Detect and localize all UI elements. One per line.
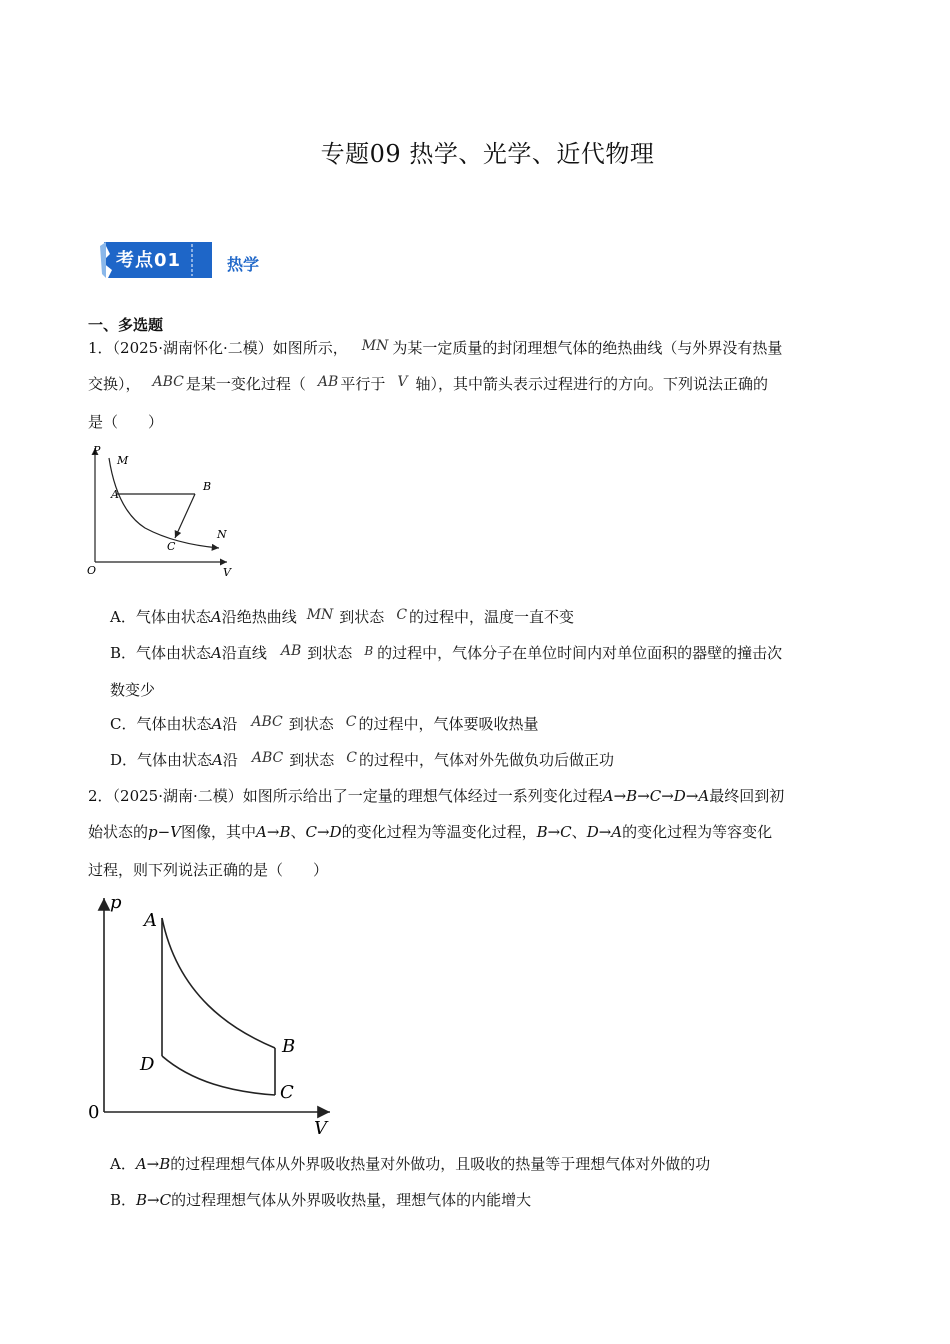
q1-option-b[interactable]: B．气体由状态A沿直线 AB 到状态 $^B$ 的过程中，气体分子在单位时间内对单位面积的器壁的撞击次 (110, 643, 783, 662)
q1-label-n: N (217, 528, 227, 541)
q2-label-v: V (314, 1118, 327, 1139)
topic-title: 热学 (227, 255, 260, 274)
q2-option-b[interactable]: B．B→C的过程理想气体从外界吸收热量，理想气体的内能增大 (110, 1191, 532, 1209)
q2-line-1: 2．（2025·湖南·二模）如图所示给出了一定量的理想气体经过一系列变化过程A→B→C→D→A最终回到初 (88, 787, 785, 805)
topic-badge (100, 240, 216, 280)
q2-label-origin: 0 (88, 1102, 100, 1123)
q1-line-2: 交换）， ABC 是某一变化过程（ AB 平行于 V 轴），其中箭头表示过程进行的方向。下列说法正确的 (88, 374, 768, 393)
q1-adiabat-mn (109, 458, 219, 548)
q1-option-b-cont: 数变少 (110, 681, 156, 699)
q2-label-a: A (144, 910, 157, 931)
q2-label-d: D (140, 1054, 155, 1075)
q1-label-m: M (117, 454, 129, 467)
q2-line-3: 过程，则下列说法正确的是（ ） (88, 861, 329, 879)
q2-label-b: B (282, 1036, 296, 1057)
q1-label-b: B (203, 480, 212, 493)
q2-pv-figure (82, 888, 342, 1140)
section-heading: 一、多选题 (88, 316, 164, 334)
q1-label-a: A (111, 488, 119, 501)
q1-option-c[interactable]: C．气体由状态A沿 ABC 到状态 C 的过程中，气体要吸收热量 (110, 714, 539, 733)
q2-label-p: p (110, 892, 122, 913)
q1-label-c: C (167, 540, 176, 553)
q1-option-a[interactable]: A．气体由状态A沿绝热曲线 MN 到状态 C 的过程中，温度一直不变 (110, 607, 575, 626)
q1-line-bc (175, 494, 195, 538)
q1-label-p: P (93, 444, 101, 457)
q1-label-v: V (223, 566, 231, 579)
q1-pv-figure (85, 440, 235, 580)
badge-label: 考点01 (116, 250, 182, 271)
q1-label-o: O (87, 564, 97, 577)
q1-option-d[interactable]: D．气体由状态A沿 ABC 到状态 C 的过程中，气体对外先做负功后做正功 (110, 750, 615, 769)
q1-line-1: 1．（2025·湖南怀化·二模）如图所示， MN 为某一定质量的封闭理想气体的绝热曲线（与外界没有热量 (88, 338, 783, 357)
q2-curve-cd (162, 1056, 275, 1095)
q2-curve-ab (162, 918, 275, 1048)
q2-line-2: 始状态的p−V图像，其中A→B、C→D的变化过程为等温变化过程，B→C、D→A的变化过程为等容变化 (88, 823, 773, 841)
q2-option-a[interactable]: A．A→B的过程理想气体从外界吸收热量对外做功，且吸收的热量等于理想气体对外做的功 (110, 1155, 711, 1173)
q1-line-3: 是（ ） (88, 413, 164, 431)
q2-label-c: C (280, 1082, 294, 1103)
page-title: 专题09 热学、光学、近代物理 (320, 140, 655, 168)
